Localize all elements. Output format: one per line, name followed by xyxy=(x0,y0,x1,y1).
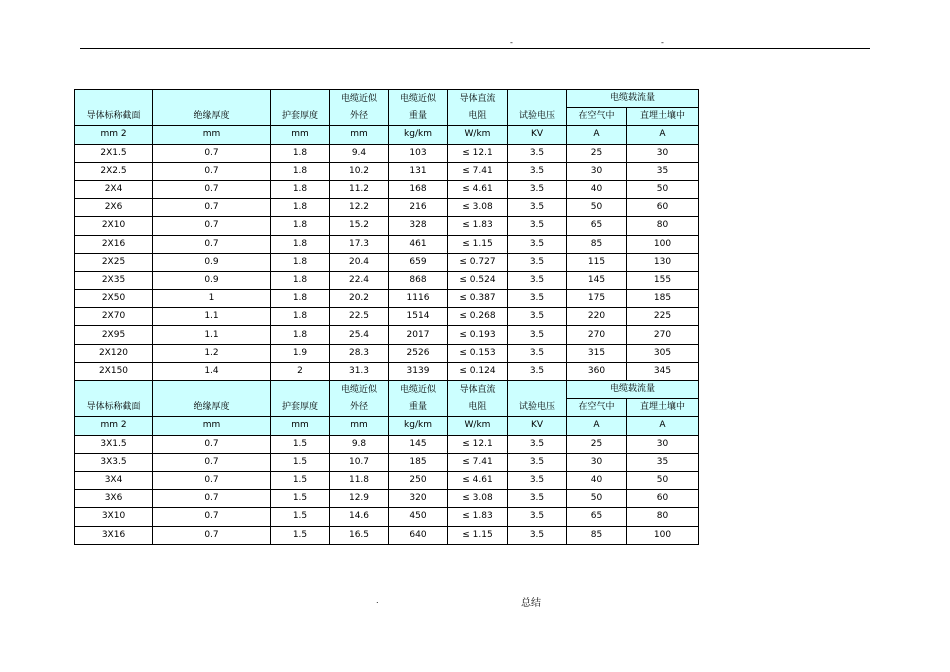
table-cell: 3139 xyxy=(389,362,448,380)
table-cell: 461 xyxy=(389,235,448,253)
unit-cell: mm xyxy=(271,126,330,144)
table-cell: 3.5 xyxy=(508,235,567,253)
table-cell: 3.5 xyxy=(508,344,567,362)
table-row xyxy=(75,180,699,198)
table-cell: 1.8 xyxy=(271,162,330,180)
table-cell: 65 xyxy=(567,217,627,235)
table-cell: 17.3 xyxy=(330,235,389,253)
table-cell: 1.4 xyxy=(153,362,271,380)
table-cell: 345 xyxy=(627,362,699,380)
table-cell: ≤ 3.08 xyxy=(448,490,508,508)
table-cell: 3.5 xyxy=(508,326,567,344)
table-cell: 2X4 xyxy=(75,180,153,198)
table-cell: ≤ 0.268 xyxy=(448,308,508,326)
footer-summary: 总结 xyxy=(521,598,541,609)
table-cell: 1.8 xyxy=(271,199,330,217)
header-diameter-text: 电缆近似外径 xyxy=(340,384,377,412)
table-cell: 225 xyxy=(627,308,699,326)
table-cell: ≤ 0.727 xyxy=(448,253,508,271)
table-cell: ≤ 0.124 xyxy=(448,362,508,380)
table-cell: ≤ 12.1 xyxy=(448,435,508,453)
table-cell: 0.9 xyxy=(153,253,271,271)
unit-cell: mm xyxy=(330,126,389,144)
header-in-soil: 直埋土壤中 xyxy=(627,108,699,126)
table-cell: 50 xyxy=(567,490,627,508)
table-cell: 11.8 xyxy=(330,471,389,489)
table-cell: 31.3 xyxy=(330,362,389,380)
table-row xyxy=(75,253,699,271)
table-cell: 1.8 xyxy=(271,217,330,235)
table-cell: 20.2 xyxy=(330,290,389,308)
table-cell: 25.4 xyxy=(330,326,389,344)
table-cell: 3.5 xyxy=(508,471,567,489)
table-row xyxy=(75,508,699,526)
table-cell: 2526 xyxy=(389,344,448,362)
table-cell: 185 xyxy=(627,290,699,308)
table-cell: 2X120 xyxy=(75,344,153,362)
table-cell: 3X3.5 xyxy=(75,453,153,471)
table-cell: 0.7 xyxy=(153,144,271,162)
table-cell: 80 xyxy=(627,217,699,235)
unit-cell: mm xyxy=(330,417,389,435)
table-row xyxy=(75,471,699,489)
table-cell: 3.5 xyxy=(508,362,567,380)
table-cell: 220 xyxy=(567,308,627,326)
table-cell: 320 xyxy=(389,490,448,508)
table-cell: 0.7 xyxy=(153,453,271,471)
table-cell: 1.8 xyxy=(271,271,330,289)
table-row xyxy=(75,144,699,162)
unit-cell: mm xyxy=(153,417,271,435)
table-row xyxy=(75,490,699,508)
table-cell: 1.8 xyxy=(271,253,330,271)
header-section: 导体标称截面 xyxy=(75,90,153,126)
table-cell: 40 xyxy=(567,180,627,198)
table-cell: 1.1 xyxy=(153,308,271,326)
header-in-air: 在空气中 xyxy=(567,399,627,417)
table-cell: 315 xyxy=(567,344,627,362)
table-row xyxy=(75,435,699,453)
table-cell: 1.8 xyxy=(271,180,330,198)
table-cell: 60 xyxy=(627,490,699,508)
header-row-top xyxy=(75,90,699,108)
table-cell: ≤ 0.153 xyxy=(448,344,508,362)
table-cell: ≤ 3.08 xyxy=(448,199,508,217)
table-cell: 12.9 xyxy=(330,490,389,508)
table-cell: 0.7 xyxy=(153,435,271,453)
table-cell: 14.6 xyxy=(330,508,389,526)
table-cell: 12.2 xyxy=(330,199,389,217)
table-cell: 175 xyxy=(567,290,627,308)
header-sheath: 护套厚度 xyxy=(271,381,330,417)
table-cell: 50 xyxy=(567,199,627,217)
table-cell: 0.7 xyxy=(153,508,271,526)
table-cell: 1.1 xyxy=(153,326,271,344)
table-row xyxy=(75,199,699,217)
table-cell: 9.4 xyxy=(330,144,389,162)
header-diameter xyxy=(330,90,389,126)
table-cell: 0.7 xyxy=(153,471,271,489)
table-cell: 22.4 xyxy=(330,271,389,289)
table-cell: 1.5 xyxy=(271,490,330,508)
table-cell: 100 xyxy=(627,235,699,253)
unit-cell: mm 2 xyxy=(75,417,153,435)
table-cell: 270 xyxy=(567,326,627,344)
header-current: 电缆载流量 xyxy=(567,90,699,108)
table-cell: 11.2 xyxy=(330,180,389,198)
table-row xyxy=(75,162,699,180)
unit-cell: mm 2 xyxy=(75,126,153,144)
header-diameter xyxy=(330,381,389,417)
table-cell: 2X16 xyxy=(75,235,153,253)
header-in-soil: 直埋土壤中 xyxy=(627,399,699,417)
table-cell: 50 xyxy=(627,471,699,489)
table-cell: 3X10 xyxy=(75,508,153,526)
table-cell: 868 xyxy=(389,271,448,289)
table-cell: 1.8 xyxy=(271,308,330,326)
table-cell: 30 xyxy=(567,453,627,471)
table-cell: 3X1.5 xyxy=(75,435,153,453)
table-cell: 25 xyxy=(567,144,627,162)
unit-cell: KV xyxy=(508,417,567,435)
table-cell: 0.7 xyxy=(153,180,271,198)
table-cell: 20.4 xyxy=(330,253,389,271)
table-cell: 250 xyxy=(389,471,448,489)
table-cell: 3X6 xyxy=(75,490,153,508)
table-cell: 10.2 xyxy=(330,162,389,180)
table-cell: 2 xyxy=(271,362,330,380)
table-cell: 3.5 xyxy=(508,144,567,162)
table-cell: 115 xyxy=(567,253,627,271)
table-row xyxy=(75,344,699,362)
header-weight xyxy=(389,381,448,417)
header-resistance-text: 导体直流电阻 xyxy=(459,384,496,412)
table-cell: 3X16 xyxy=(75,526,153,544)
table-cell: 3.5 xyxy=(508,180,567,198)
table-cell: 1.8 xyxy=(271,144,330,162)
table-row xyxy=(75,326,699,344)
table-cell: 22.5 xyxy=(330,308,389,326)
table-cell: 1.5 xyxy=(271,471,330,489)
table-cell: 30 xyxy=(627,144,699,162)
table-cell: 3X4 xyxy=(75,471,153,489)
header-resistance-text: 导体直流电阻 xyxy=(459,93,496,121)
table-cell: 1116 xyxy=(389,290,448,308)
table-cell: 450 xyxy=(389,508,448,526)
unit-cell: A xyxy=(567,126,627,144)
table-cell: 2017 xyxy=(389,326,448,344)
unit-row xyxy=(75,126,699,144)
unit-cell: mm xyxy=(153,126,271,144)
table-cell: 1.8 xyxy=(271,290,330,308)
table-cell: 0.7 xyxy=(153,490,271,508)
table-cell: 659 xyxy=(389,253,448,271)
cable-spec-table xyxy=(74,89,699,545)
footer-mark: . xyxy=(376,596,379,605)
table-cell: 1.2 xyxy=(153,344,271,362)
table-cell: 30 xyxy=(627,435,699,453)
table-cell: ≤ 0.387 xyxy=(448,290,508,308)
unit-cell: KV xyxy=(508,126,567,144)
table-cell: 30 xyxy=(567,162,627,180)
table-cell: ≤ 4.61 xyxy=(448,471,508,489)
table-cell: 2X10 xyxy=(75,217,153,235)
table-cell: 2X25 xyxy=(75,253,153,271)
table-cell: 1 xyxy=(153,290,271,308)
table-cell: ≤ 0.524 xyxy=(448,271,508,289)
table-cell: 3.5 xyxy=(508,290,567,308)
table-cell: 35 xyxy=(627,453,699,471)
table-cell: 3.5 xyxy=(508,453,567,471)
table-cell: 2X6 xyxy=(75,199,153,217)
table-cell: 640 xyxy=(389,526,448,544)
table-cell: 0.7 xyxy=(153,526,271,544)
table-cell: ≤ 1.83 xyxy=(448,508,508,526)
table-cell: 15.2 xyxy=(330,217,389,235)
table-row xyxy=(75,453,699,471)
unit-cell: W/km xyxy=(448,126,508,144)
table-cell: 2X95 xyxy=(75,326,153,344)
table-row xyxy=(75,526,699,544)
table-cell: 3.5 xyxy=(508,490,567,508)
table-cell: 168 xyxy=(389,180,448,198)
table-cell: 328 xyxy=(389,217,448,235)
table-cell: 9.8 xyxy=(330,435,389,453)
table-cell: 1.9 xyxy=(271,344,330,362)
unit-cell: kg/km xyxy=(389,126,448,144)
table-cell: 305 xyxy=(627,344,699,362)
table-cell: 3.5 xyxy=(508,199,567,217)
table-cell: 2X70 xyxy=(75,308,153,326)
table-cell: ≤ 12.1 xyxy=(448,144,508,162)
table-cell: 1.5 xyxy=(271,526,330,544)
table-cell: 85 xyxy=(567,235,627,253)
header-mark-left: - xyxy=(510,38,513,47)
table-cell: 25 xyxy=(567,435,627,453)
table-cell: 65 xyxy=(567,508,627,526)
header-test-voltage: 试验电压 xyxy=(508,381,567,417)
table-cell: 216 xyxy=(389,199,448,217)
table-cell: ≤ 1.15 xyxy=(448,526,508,544)
unit-cell: kg/km xyxy=(389,417,448,435)
table-cell: 60 xyxy=(627,199,699,217)
table-cell: 1.8 xyxy=(271,326,330,344)
table-cell: 35 xyxy=(627,162,699,180)
table-cell: ≤ 7.41 xyxy=(448,162,508,180)
table-cell: 0.9 xyxy=(153,271,271,289)
table-cell: 3.5 xyxy=(508,526,567,544)
table-row xyxy=(75,235,699,253)
table-cell: 2X50 xyxy=(75,290,153,308)
header-insulation: 绝缘厚度 xyxy=(153,90,271,126)
header-sheath: 护套厚度 xyxy=(271,90,330,126)
table-cell: 3.5 xyxy=(508,435,567,453)
table-row xyxy=(75,271,699,289)
table-cell: 3.5 xyxy=(508,217,567,235)
table-cell: 0.7 xyxy=(153,217,271,235)
table-cell: ≤ 1.83 xyxy=(448,217,508,235)
table-cell: 0.7 xyxy=(153,162,271,180)
table-cell: 80 xyxy=(627,508,699,526)
table-cell: 3.5 xyxy=(508,308,567,326)
table-cell: 1.5 xyxy=(271,435,330,453)
table-cell: 40 xyxy=(567,471,627,489)
table-row xyxy=(75,290,699,308)
table-cell: ≤ 7.41 xyxy=(448,453,508,471)
table-cell: 0.7 xyxy=(153,199,271,217)
table-cell: 145 xyxy=(389,435,448,453)
unit-cell: W/km xyxy=(448,417,508,435)
table-cell: 3.5 xyxy=(508,162,567,180)
table-cell: 2X150 xyxy=(75,362,153,380)
table-row xyxy=(75,308,699,326)
header-test-voltage: 试验电压 xyxy=(508,90,567,126)
table-cell: 2X2.5 xyxy=(75,162,153,180)
header-resistance xyxy=(448,90,508,126)
header-resistance xyxy=(448,381,508,417)
table-cell: 145 xyxy=(567,271,627,289)
table-cell: 85 xyxy=(567,526,627,544)
table-cell: 1.5 xyxy=(271,453,330,471)
unit-row xyxy=(75,417,699,435)
table-cell: ≤ 4.61 xyxy=(448,180,508,198)
header-weight xyxy=(389,90,448,126)
table-cell: 3.5 xyxy=(508,508,567,526)
header-in-air: 在空气中 xyxy=(567,108,627,126)
table-cell: 131 xyxy=(389,162,448,180)
table-cell: 1514 xyxy=(389,308,448,326)
table-cell: 10.7 xyxy=(330,453,389,471)
table-row xyxy=(75,217,699,235)
unit-cell: A xyxy=(627,126,699,144)
unit-cell: A xyxy=(627,417,699,435)
header-section: 导体标称截面 xyxy=(75,381,153,417)
table-cell: 155 xyxy=(627,271,699,289)
table-row xyxy=(75,362,699,380)
table-cell: 3.5 xyxy=(508,253,567,271)
header-insulation: 绝缘厚度 xyxy=(153,381,271,417)
table-cell: 16.5 xyxy=(330,526,389,544)
table-cell: ≤ 0.193 xyxy=(448,326,508,344)
header-weight-text: 电缆近似重量 xyxy=(399,93,436,121)
header-rule xyxy=(80,48,870,49)
table-cell: 130 xyxy=(627,253,699,271)
table-cell: 270 xyxy=(627,326,699,344)
header-diameter-text: 电缆近似外径 xyxy=(340,93,377,121)
table-cell: 0.7 xyxy=(153,235,271,253)
unit-cell: A xyxy=(567,417,627,435)
table-cell: 1.8 xyxy=(271,235,330,253)
header-mark-right: - xyxy=(661,38,664,47)
table-cell: 2X35 xyxy=(75,271,153,289)
table-cell: ≤ 1.15 xyxy=(448,235,508,253)
header-current: 电缆载流量 xyxy=(567,381,699,399)
table-cell: 185 xyxy=(389,453,448,471)
table-cell: 2X1.5 xyxy=(75,144,153,162)
header-row-top xyxy=(75,381,699,399)
unit-cell: mm xyxy=(271,417,330,435)
table-cell: 1.5 xyxy=(271,508,330,526)
table-cell: 360 xyxy=(567,362,627,380)
table-cell: 103 xyxy=(389,144,448,162)
header-weight-text: 电缆近似重量 xyxy=(399,384,436,412)
table-cell: 50 xyxy=(627,180,699,198)
table-cell: 100 xyxy=(627,526,699,544)
table-cell: 3.5 xyxy=(508,271,567,289)
table-cell: 28.3 xyxy=(330,344,389,362)
